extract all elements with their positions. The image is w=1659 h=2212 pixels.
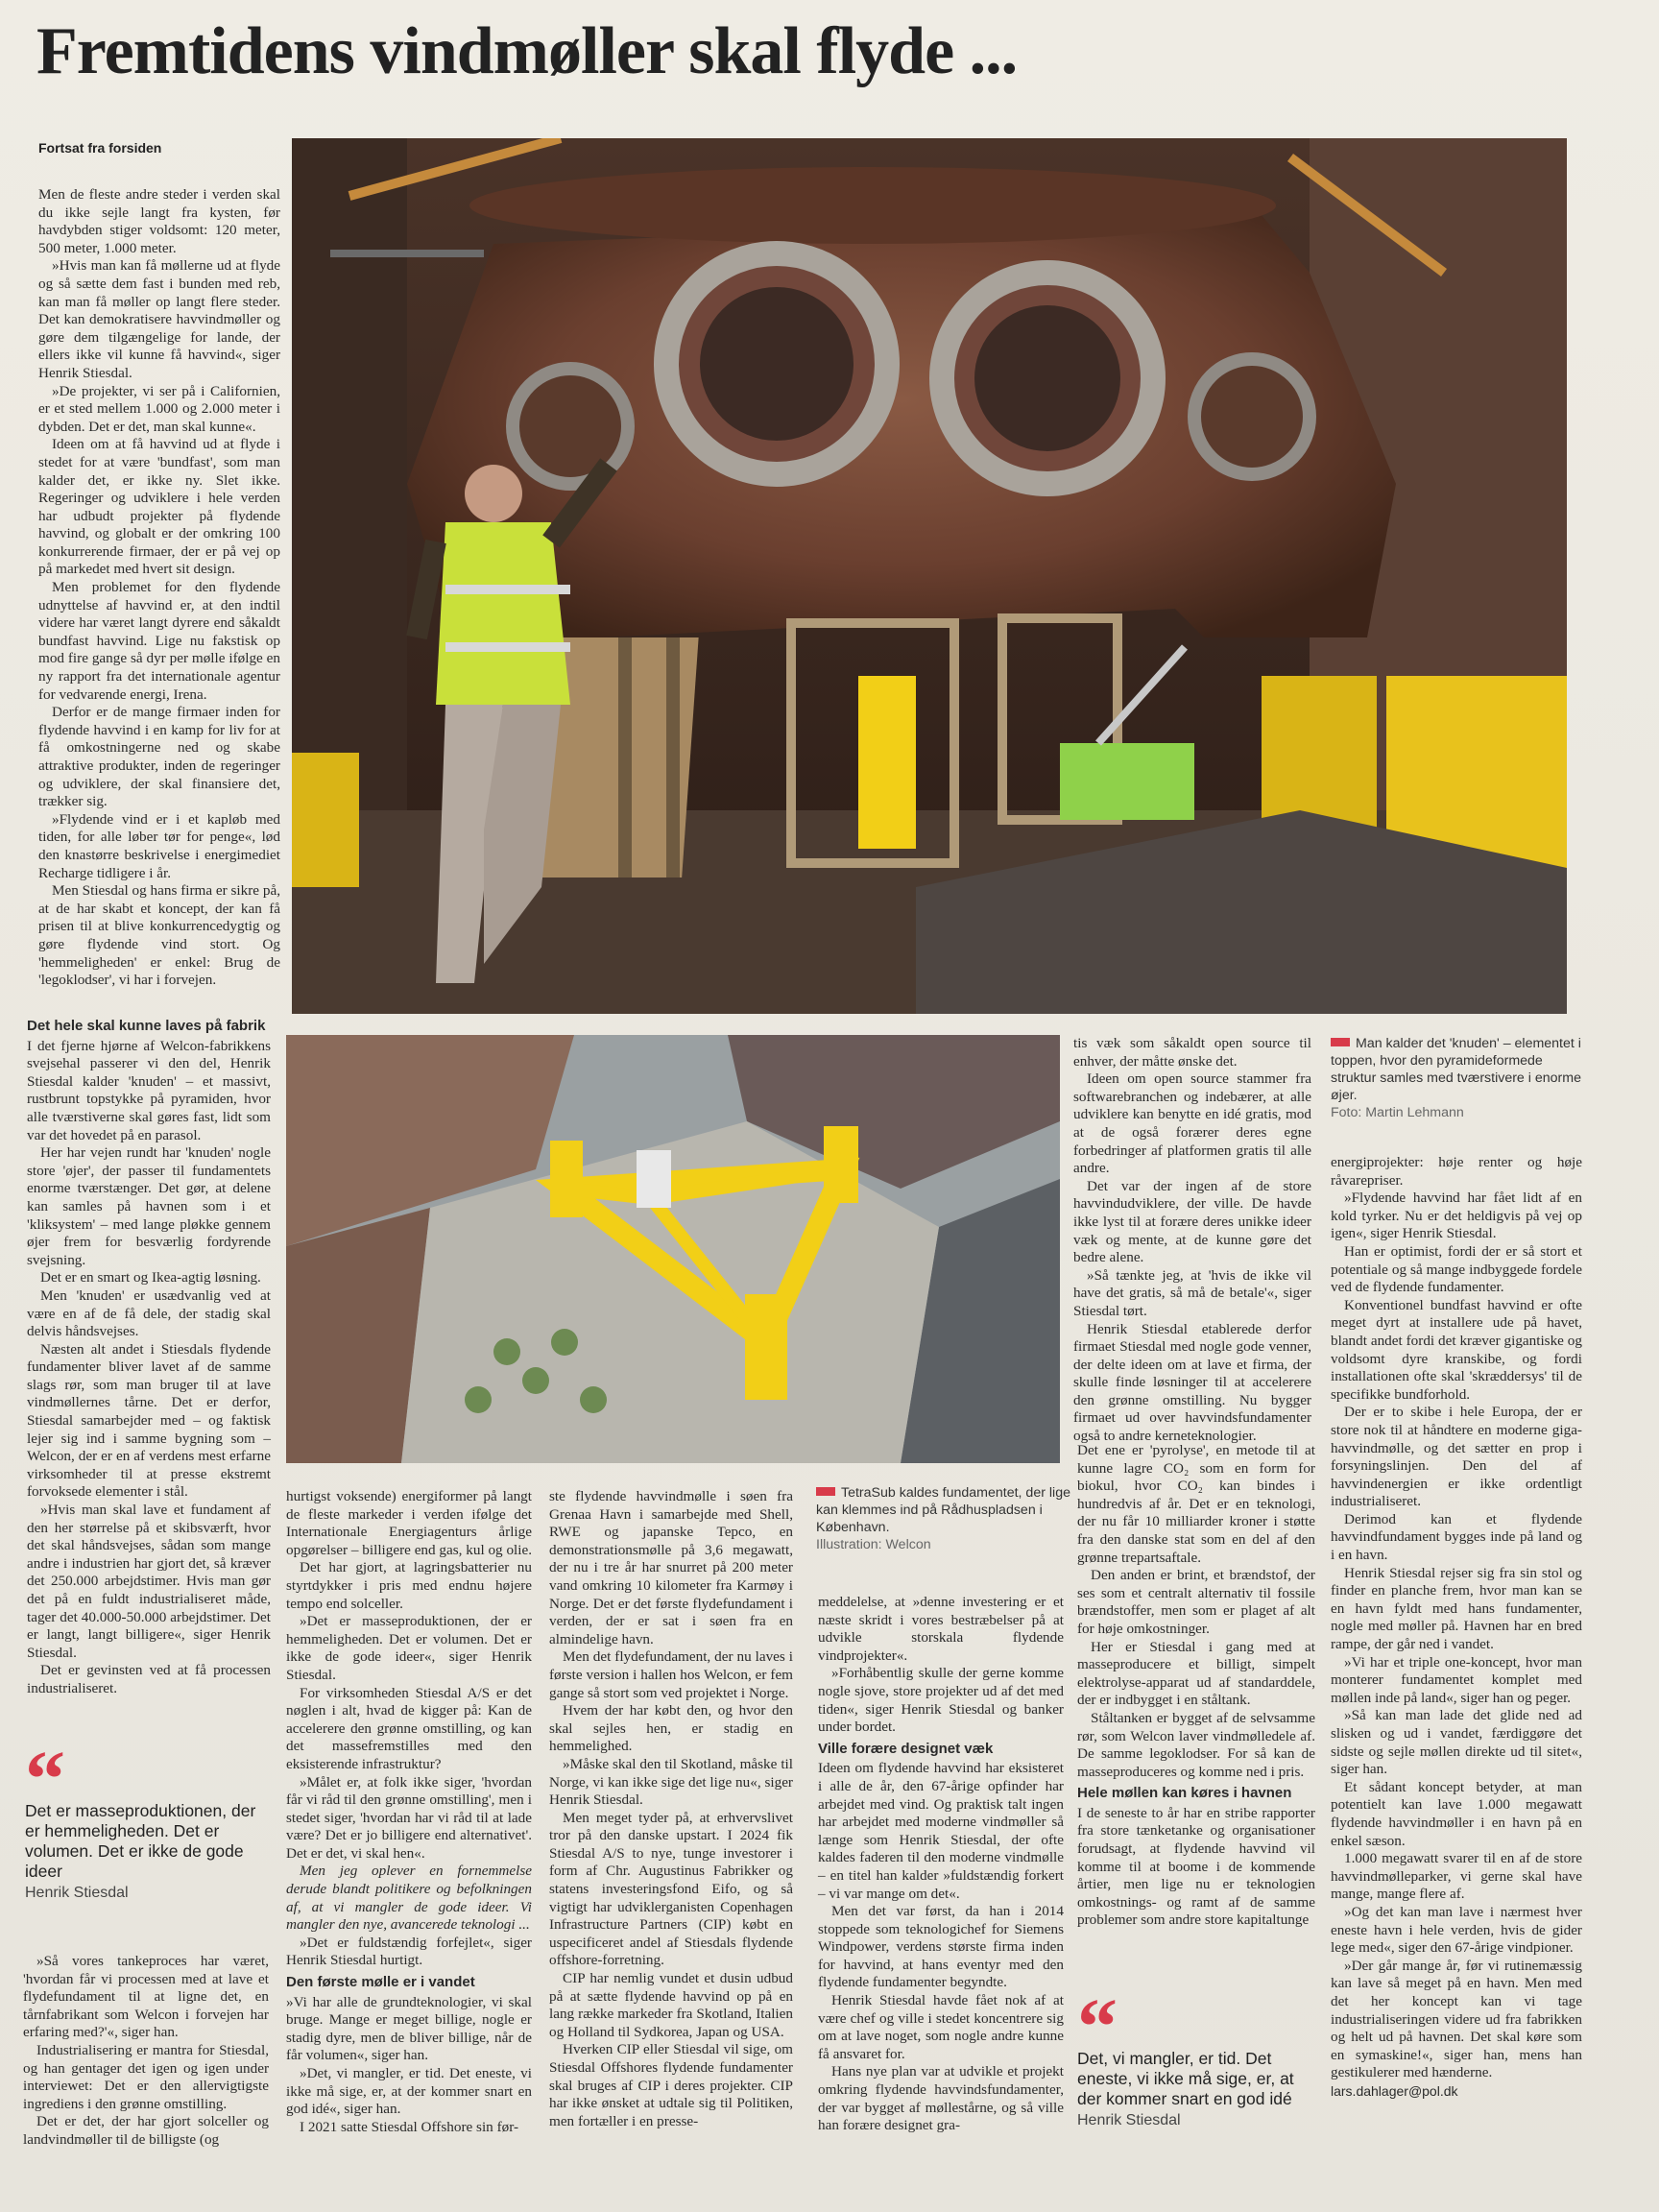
caption-bottom: [816, 1484, 1075, 1553]
subheading: Det hele skal kunne laves på fabrik: [27, 1018, 266, 1034]
tetrasub-illustration: [286, 1035, 1060, 1463]
paragraph: Men det var først, da han i 2014 stoppede som teknologichef for Siemens Windpower, verdens største firma inden for havvind, at hans eventyr med den flydende fundamenter begyndte.: [818, 1903, 1064, 1991]
subheading: Hele møllen kan køres i havnen: [1077, 1785, 1292, 1802]
paragraph: 1.000 megawatt svarer til en af de store havvindmølleparker, vi gerne skal have mange, mange flere af.: [1331, 1850, 1582, 1903]
paragraph: Derfor er de mange firmaer inden for flydende havvind i en kamp for liv for at få omkostningerne ned og skabe attraktive produkter, inden de regeringer og udviklere, der skal finansiere det, trækker sig.: [38, 704, 280, 810]
caption-top: [1331, 1035, 1590, 1121]
paragraph: I 2021 satte Stiesdal Offshore sin før-: [300, 2118, 519, 2135]
paragraph: »Vi har alle de grundteknologier, vi skal bruge. Mange er meget billige, nogle er stadig dyre, men de bliver billige, når de får volumen«, siger han.: [286, 1993, 532, 2064]
column-1-mid: [27, 1014, 271, 1698]
caption-marker-icon: [1331, 1038, 1350, 1046]
paragraph: ste flydende havvindmølle i søen fra Grenaa Havn i samarbejde med Shell, RWE og japanske Tepco, en demonstrationsmølle på 3,6 megawatt, der nu i tre år har snurret på 200 meter vand omkring 10 kilometer fra Karmøy i Norge. Det er det første flydefundament i verden, der er sat i søen fra en almindelige havn.: [549, 1488, 793, 1647]
column-2: [286, 1488, 532, 2136]
paragraph: For virksomheden Stiesdal A/S er det nøglen i alt, hvad de kigger på: Kan de accelerere den grønne omstilling, og kan det massefremstilles med den eksisterende infrastruktur?: [286, 1684, 532, 1772]
paragraph: Henrik Stiesdal etablerede derfor firmaet Stiesdal med nogle gode venner, der delte ideen om at lave et firma, der skulle finde løsninger til at accelerere den grønne omstilling. Nu bygger firmaet ud over havvindsfundamenter også to andre kerneteknologier.: [1073, 1320, 1311, 1445]
paragraph: I de seneste to år har en stribe rapporter fra store tænketanke og organisationer forudsagt, at flydende havvind vil komme til at boome i de kommende årtier, men lige nu er teknologien omkostnings- og ramt af de samme problemer som andre store kapitaltunge: [1077, 1804, 1315, 1929]
column-4: [818, 1594, 1064, 2135]
paragraph: Men jeg oplever en fornemmelse derude blandt politikere og befolkningen af, at vi mangler de gode ideer. Vi mangler den nye, avancerede teknologi ...: [286, 1863, 532, 1934]
rusty-node-photo: [292, 138, 1567, 1014]
pull-quote-2: [1077, 1983, 1317, 2129]
paragraph: Der er to skibe i hele Europa, der er store nok til at håndtere en moderne giga-havvindmølle, og det sætter en prop i forsyningslinjen. Den del af havvindenergien er ikke ordentligt industrialiseret.: [1331, 1404, 1582, 1510]
kicker: Fortsat fra forsiden: [38, 140, 162, 156]
paragraph: Industrialisering er mantra for Stiesdal, og han gentager det igen og igen under interviewet: Det er den allervigtigste ingrediens i den grønne omstilling.: [23, 2041, 269, 2112]
pull-quote-author: Henrik Stiesdal: [25, 1885, 129, 1901]
paragraph: Her er Stiesdal i gang med at masseproducere et billigt, simpelt elektrolyse-apparat ud af standarddele, der er indbygget i en ståltank.: [1077, 1638, 1315, 1709]
paragraph: Det var der ingen af de store havvindudviklere, der ville. De havde ikke lyst til at forære deres unikke ideer væk og mente, at de kunne gøre det bedre alene.: [1073, 1177, 1311, 1266]
paragraph: Hvem der har købt den, og hvor den skal sejles hen, er stadig en hemmelighed.: [549, 1702, 793, 1755]
paragraph: Ideen om open source stammer fra softwarebranchen og indebærer, at alle udviklere kan benytte en idé gratis, mod at de også forærer deres egne forbedringer af platformen gratis til alle andre.: [1073, 1070, 1311, 1177]
pull-quote-text: Det, vi mangler, er tid. Det eneste, vi ikke må sige, er, at der kommer snart en god idé: [1077, 2049, 1294, 2108]
paragraph: Det er en smart og Ikea-agtig løsning.: [40, 1269, 261, 1286]
paragraph: Ståltanken er bygget af de selvsamme rør, som Welcon laver vindmølledele af. De samme legoklodser. For så kan de masseproduceres og komme ned i pris.: [1077, 1709, 1315, 1780]
caption-credit: Illustration: Welcon: [816, 1537, 931, 1552]
paragraph: »De projekter, vi ser på i Californien, er et sted mellem 1.000 og 2.000 meter i dybden. Det er det, man skal kunne«.: [38, 382, 280, 435]
paragraph: »Hvis man kan få møllerne ud at flyde og så sætte dem fast i bunden med reb, kan man få møller op langt flere steder. Det kan demokratisere havvindmøller og gøre dem tilgængelige for lande, der ellers ikke vil kunne få havvind«, siger Henrik Stiesdal.: [38, 257, 280, 381]
paragraph: Men de fleste andre steder i verden skal du ikke sejle langt fra kysten, før havdybden stiger voldsomt: 120 meter, 500 meter, 1.000 meter.: [38, 186, 280, 256]
paragraph: »Det er masseproduktionen, der er hemmeligheden. Det er volumen. Det er ikke de gode ideer«, siger Henrik Stiesdal.: [286, 1613, 532, 1683]
column-1-bottom: [23, 1953, 269, 2150]
paragraph: »Det er fuldstændig forfejlet«, siger Henrik Stiesdal hurtigt.: [286, 1934, 532, 1969]
paragraph: »Måske skal den til Skotland, måske til Norge, vi kan ikke sige det lige nu«, siger Henrik Stiesdal.: [549, 1755, 793, 1809]
paragraph: »Hvis man skal lave et fundament af den her størrelse på et skibsværft, hvor det skal håndsvejses, sådan som mange andre i industrien har gjort det, så kræver det 250.000 arbejdstimer. Hvis man gør det på en fuldt industrialiseret måde, tager det 40.000-50.000 arbejdstimer. Det er langt, langt billigere«, siger Henrik Stiesdal.: [27, 1502, 271, 1661]
paragraph: »Det, vi mangler, er tid. Det eneste, vi ikke må sige, er, at der kommer snart en god idé«, siger han.: [286, 2065, 532, 2118]
pull-quote-1: [25, 1735, 265, 1902]
paragraph: Han er optimist, fordi der er så stort et potentiale og så mange indbyggede fordele ved de flydende fundamenter.: [1331, 1242, 1582, 1296]
paragraph: »Flydende vind er i et kapløb med tiden, for alle løber tør for penge«, lød den knastørre beskrivelse i energimediet Recharge tidligere i år.: [38, 810, 280, 881]
paragraph: Det har gjort, at lagringsbatterier nu styrtdykker i pris med endnu højere tempo end solceller.: [286, 1559, 532, 1612]
author-email: lars.dahlager@pol.dk: [1331, 2082, 1458, 2099]
paragraph: »Så tænkte jeg, at 'hvis de ikke vil have det gratis, så må de betale'«, siger Stiesdal tørt.: [1073, 1266, 1311, 1319]
pull-quote-author: Henrik Stiesdal: [1077, 2112, 1181, 2128]
paragraph: Men det flydefundament, der nu laves i første version i hallen hos Welcon, er fem gange så stort som ved projektet i Norge.: [549, 1648, 793, 1701]
paragraph: Derimod kan et flydende havvindfundament bygges inde på land og i en havn.: [1331, 1510, 1582, 1564]
caption-text: Man kalder det 'knuden' – elementet i toppen, hvor den pyramideformede struktur samles med tværstivere i enorme øjer.: [1331, 1036, 1581, 1103]
paragraph: Men Stiesdal og hans firma er sikre på, at de har skabt et koncept, der kan få prisen til at blive konkurrencedygtig og gøre flydende vind stort. Og 'hemmeligheden' er enkel: Brug de 'legoklodser', vi har i forvejen.: [38, 882, 280, 989]
paragraph: »Vi har et triple one-koncept, hvor man monterer fundamentet komplet med møllen inde på land«, siger han og peger.: [1331, 1653, 1582, 1706]
paragraph: tis væk som såkaldt open source til enhver, der måtte ønske det.: [1073, 1035, 1311, 1070]
paragraph: CIP har nemlig vundet et dusin udbud på at sætte flydende havvind op på en lang række markeder fra Skotland, Italien og Holland til Sydkorea, Japan og USA.: [549, 1970, 793, 2040]
subheading: Ville forære designet væk: [818, 1740, 994, 1757]
caption-text: TetraSub kaldes fundamentet, der lige kan klemmes ind på Rådhuspladsen i København.: [816, 1485, 1070, 1535]
paragraph: »Og det kan man lave i nærmest hver eneste havn i hele verden, hvis de gider lege med«, siger den 67-årige vindpioner.: [1331, 1903, 1582, 1957]
caption-credit: Foto: Martin Lehmann: [1331, 1105, 1464, 1120]
paragraph: Henrik Stiesdal rejser sig fra sin stol og finder en planche frem, hvor man kan se en havn fyldt med hans fundamenter, nogle med møller på. Havnen har en bred rampe, der går ned i vandet.: [1331, 1564, 1582, 1653]
paragraph: »Forhåbentlig skulle der gerne komme nogle sjove, store projekter ud af det med tiden«, siger Henrik Stiesdal og banker under bordet.: [818, 1665, 1064, 1736]
column-1: [38, 186, 280, 990]
paragraph: Det ene er 'pyrolyse', en metode til at kunne lagre CO₂ som en form for biokul, hvor CO₂ kan bindes i hundredvis af år. Det er en teknologi, der nu får 10 milliarder kroner i støtte fra den danske stat som en del af den grønne trepartsaftale.: [1077, 1442, 1315, 1566]
illustration-tetrasub: [286, 1035, 1060, 1463]
column-3: [549, 1488, 793, 2130]
paragraph: Konventionel bundfast havvind er ofte meget dyrt at installere ude på havet, blandt andet fordi det kræver gigantiske og voldsomt dyre kranskibe, og fordi installationen ofte skal 'skræddersys' til de specifikke bundforhold.: [1331, 1296, 1582, 1403]
paragraph: »Så kan man lade det glide ned ad slisken og ud i vandet, færdiggøre det sidste og sejle møllen direkte ud til sitet«, siger han.: [1331, 1707, 1582, 1778]
paragraph: »Flydende havvind har fået lidt af en kold tyrker. Nu er det heldigvis på vej op igen«, siger Henrik Stiesdal.: [1331, 1190, 1582, 1242]
paragraph: Den anden er brint, et brændstof, der ses som et centralt alternativ til fossile brændstoffer, men som er plaget af alt for høje omkostninger.: [1077, 1567, 1315, 1637]
paragraph: Henrik Stiesdal havde fået nok af at være chef og ville i stedet koncentrere sig om at lave noget, som nogle andre kunne få ansvaret for.: [818, 1992, 1064, 2062]
paragraph: Men problemet for den flydende udnyttelse af havvind er, at den indtil videre har været langt dyrere end såkaldt bundfast havvind. Lige nu fakstisk op mod fire gange så dyr per mølle ifølge en ny rapport fra det internationale agentur for vedvarende energi, Irena.: [38, 579, 280, 703]
column-6: [1331, 1154, 1582, 2100]
paragraph: Men meget tyder på, at erhvervslivet tror på den danske upstart. I 2024 fik Stiesdal A/S to nye, tunge investorer i form af Chr. Augustinus Fabrikker og statens investeringsfond Eifo, og så vigtigt har udviklerganisten Copenhagen Infrastructure Partners (CIP) købt en uspecificeret andel af Stiesdals flydende offshore-forretning.: [549, 1809, 793, 1969]
pull-quote-text: Det er masseproduktionen, der er hemmeligheden. Det er volumen. Det er ikke de gode ideer: [25, 1801, 256, 1881]
paragraph: energiprojekter: høje renter og høje råvarepriser.: [1331, 1154, 1582, 1189]
headline: Fremtidens vindmøller skal flyde ...: [36, 14, 1018, 88]
paragraph: Ideen om flydende havvind har eksisteret i alle de år, den 67-årige opfinder har arbejdet med vind. Og praktisk talt ingen har arbejdet med moderne vindmøller så længe som Henrik Stiesdal, der ofte kaldes faderen til den moderne vindmølle – en titel han kalder »fuldstændig forkert – vi var mange om det«.: [818, 1760, 1064, 1902]
column-5: [1077, 1442, 1315, 1930]
paragraph: Det er det, der har gjort solceller og landvindmøller til de billigste (og: [23, 2113, 269, 2148]
paragraph: »Så vores tankeproces har været, 'hvordan får vi processen med at lave et flydefundament til at ligne det, en tårnfabrikant som Welcon i forvejen har erfaring med?'«, siger han.: [23, 1953, 269, 2041]
paragraph: Ideen om at få havvind ud at flyde i stedet for at være 'bundfast', som man kalder det, er ikke ny. Slet ikke. Regeringer og udviklere i hele verden har udbudt projekter på flydende havvind, og globalt er der omkring 100 konkurrerende firmaer, der er på vej op på markedet med hvert sit design.: [38, 436, 280, 578]
photo-knuden: [292, 138, 1567, 1014]
paragraph: »Der går mange år, før vi rutinemæssig kan lave så meget på en havn. Men med det her koncept kan vi tage industrialiseringen videre ud fra fabrikken og helt ud på havnen. Det skal køre som en symaskine!«, siger han, mens han gestikulerer med hænderne.: [1331, 1957, 1582, 2081]
paragraph: Men 'knuden' er usædvanlig ved at være en af de få dele, der stadig skal delvis håndsvejses.: [27, 1286, 271, 1340]
quote-mark-icon: “: [1077, 1983, 1118, 2072]
paragraph: hurtigst voksende) energiformer på langt de fleste markeder i verden ifølge det Internationale Energiagenturs årlige opgørelser – billigere end gas, kul og olie.: [286, 1488, 533, 1558]
paragraph: Et sådant koncept betyder, at man potentielt kan lave 1.000 megawatt flydende havvindmøller i en havn på en enkel sæson.: [1331, 1778, 1582, 1849]
paragraph: Hans nye plan var at udvikle et projekt omkring flydende havvindsfundamenter, der var bygget af møllestårne, og så ville han forære designet gra-: [818, 2063, 1064, 2134]
paragraph: »Målet er, at folk ikke siger, 'hvordan får vi råd til den grønne omstilling', men i stedet siger, 'hvordan har vi råd til at lade være? Det er jo billigere end alternativet'. Det er det, vi skal hen«.: [286, 1773, 532, 1862]
column-4-top: [1073, 1035, 1311, 1446]
paragraph: Hverken CIP eller Stiesdal vil sige, om Stiesdal Offshores flydende fundamenter skal bruges af CIP i deres projekter. CIP har ikke ønsket at udtale sig til Politiken, men fortæller i en presse-: [549, 2041, 793, 2129]
quote-mark-icon: “: [25, 1735, 65, 1824]
caption-marker-icon: [816, 1487, 835, 1496]
paragraph: Næsten alt andet i Stiesdals flydende fundamenter bliver lavet af de samme slags rør, som man bruger til at lave vindmøllernes tårne. Det er derfor, Stiesdal samarbejder med – og faktisk lejer sig ind i samme bygning som – Welcon, der er en af verdens mest erfarne virksomheder til at presse ekstremt forvoksede elementer i stål.: [27, 1340, 271, 1501]
paragraph: Her har vejen rundt har 'knuden' nogle store 'øjer', der passer til fundamentets enorme tværstænger. Det gør, at delene kan samles på havnen som i et 'kliksystem' – med lange pløkke gennem øjer frem for besværlig fordyrende svejsning.: [27, 1144, 271, 1268]
paragraph: I det fjerne hjørne af Welcon-fabrikkens svejsehal passerer vi den del, Henrik Stiesdal kalder 'knuden' – et massivt, rustbrunt topstykke på pyramiden, hvor alle tværstiverne skal gøres fast, lidt som var det hovedet på en parasol.: [27, 1037, 271, 1143]
subheading: Den første mølle er i vandet: [286, 1974, 475, 1991]
paragraph: meddelelse, at »denne investering er et næste skridt i vores bestræbelser på at udvikle storskala flydende vindprojekter«.: [818, 1594, 1064, 1664]
paragraph: Det er gevinsten ved at få processen industrialiseret.: [27, 1662, 271, 1696]
